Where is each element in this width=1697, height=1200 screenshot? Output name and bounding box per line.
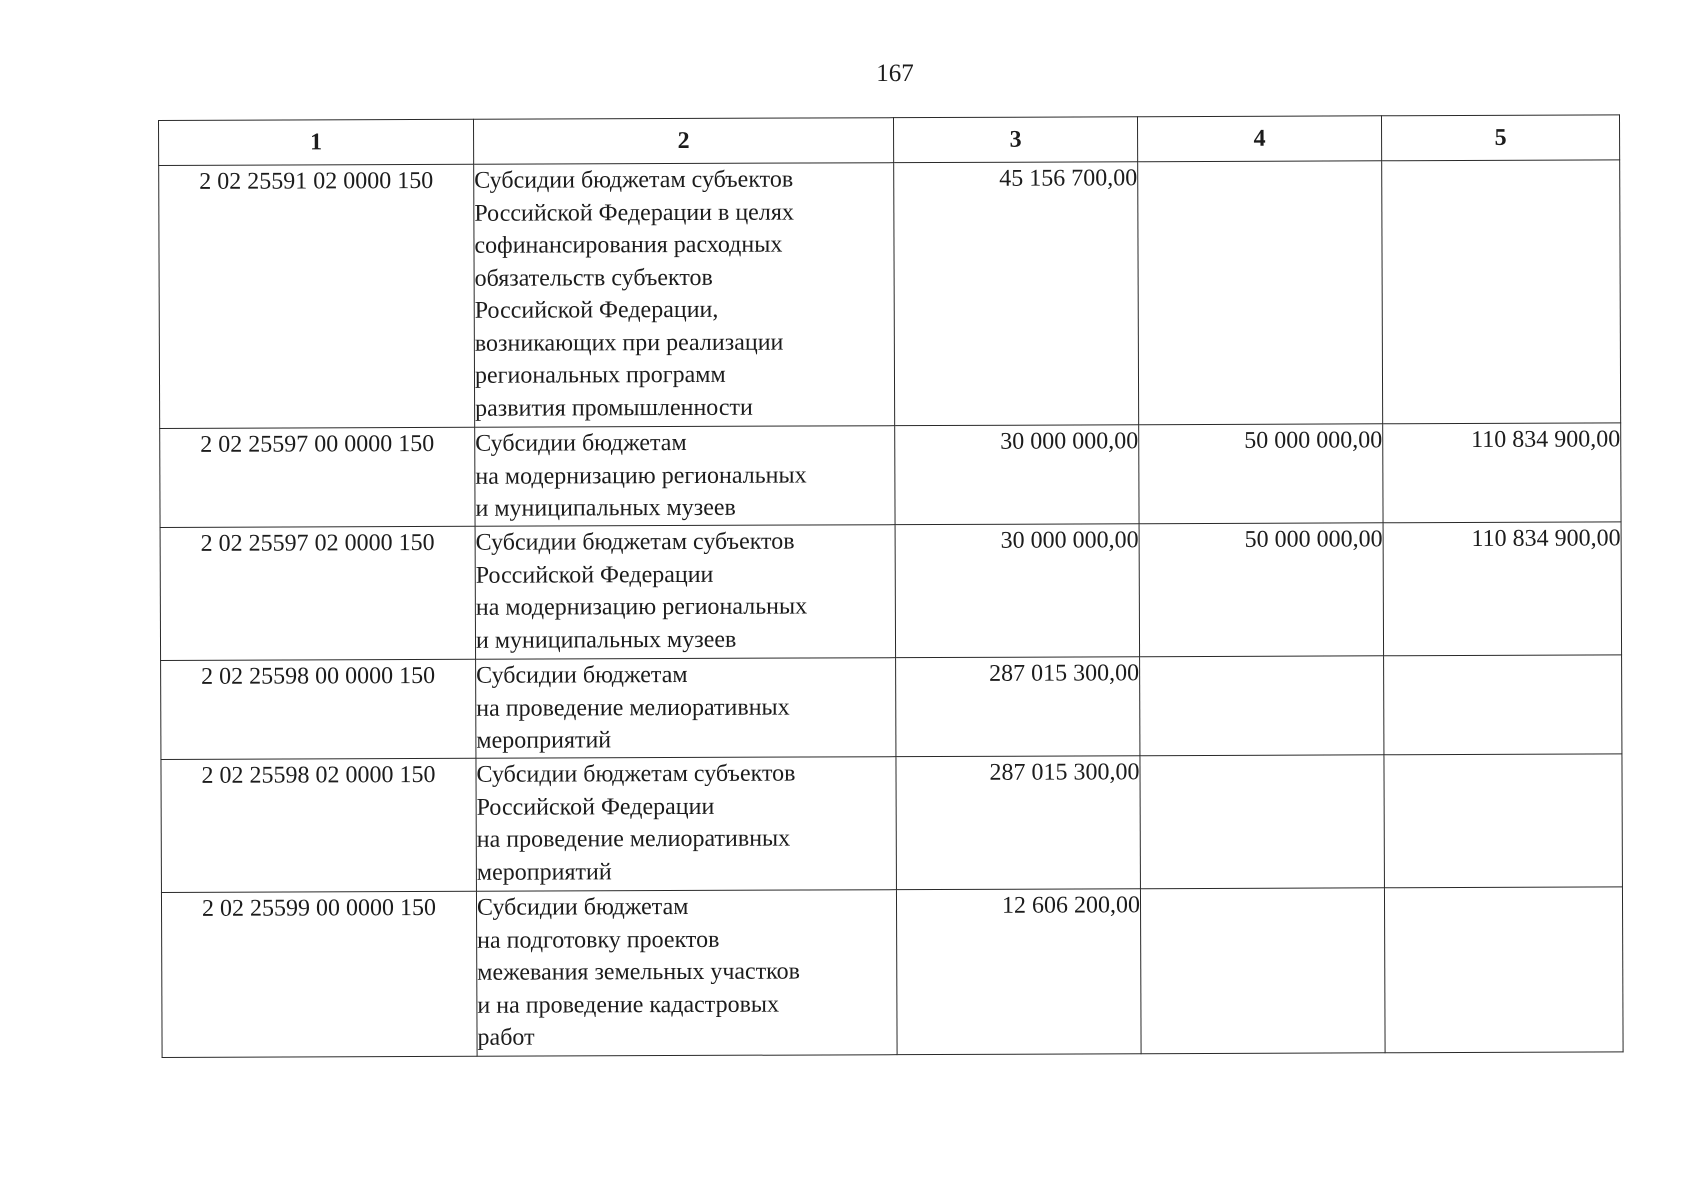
amount-col4-cell — [1140, 888, 1385, 1054]
column-header-4: 4 — [1137, 116, 1381, 162]
table-row — [160, 522, 1621, 661]
description-cell: Субсидии бюджетам на проведение мелиоративных мероприятий — [476, 658, 896, 759]
column-header-1: 1 — [159, 119, 474, 165]
amount-col5-cell: 110 834 900,00 — [1383, 423, 1621, 523]
table-header-row — [159, 115, 1620, 166]
budget-code-cell: 2 02 25598 00 0000 150 — [161, 659, 476, 759]
amount-col5-cell — [1384, 655, 1622, 755]
amount-col5-cell — [1384, 887, 1623, 1053]
amount-col4-cell: 50 000 000,00 — [1139, 523, 1384, 657]
budget-table — [158, 114, 1624, 1058]
column-header-3: 3 — [893, 117, 1137, 163]
amount-col5-cell — [1382, 160, 1621, 424]
column-header-5: 5 — [1381, 115, 1619, 161]
amount-col5-cell — [1384, 754, 1623, 888]
table-row — [161, 754, 1623, 893]
description-cell: Субсидии бюджетам на подготовку проектов межевания земельных участков и на проведение кадастровых работ — [476, 890, 897, 1057]
amount-col4-cell: 50 000 000,00 — [1139, 424, 1383, 524]
amount-col3-cell: 12 606 200,00 — [896, 889, 1141, 1055]
amount-col4-cell — [1138, 161, 1383, 425]
description-cell: Субсидии бюджетам на модернизацию региональных и муниципальных музеев — [475, 426, 895, 527]
table-row — [160, 423, 1621, 528]
description-cell: Субсидии бюджетам субъектов Российской Федерации на модернизацию региональных и муниципальных музеев — [475, 525, 896, 660]
budget-code-cell: 2 02 25598 02 0000 150 — [161, 758, 477, 892]
column-header-2: 2 — [473, 118, 893, 165]
description-cell: Субсидии бюджетам субъектов Российской Федерации на проведение мелиоративных мероприятий — [476, 757, 897, 892]
table-row — [161, 655, 1622, 760]
budget-code-cell: 2 02 25597 02 0000 150 — [160, 526, 476, 660]
amount-col3-cell: 287 015 300,00 — [896, 657, 1140, 757]
amount-col4-cell — [1140, 755, 1385, 889]
table-row — [159, 160, 1621, 429]
table-row — [161, 887, 1623, 1058]
amount-col3-cell: 30 000 000,00 — [895, 425, 1139, 525]
page-number: 167 — [876, 60, 914, 87]
budget-code-cell: 2 02 25597 00 0000 150 — [160, 427, 475, 527]
amount-col3-cell: 30 000 000,00 — [895, 524, 1140, 658]
amount-col4-cell — [1140, 656, 1384, 756]
amount-col3-cell: 287 015 300,00 — [896, 756, 1141, 890]
amount-col3-cell: 45 156 700,00 — [894, 162, 1139, 426]
budget-code-cell: 2 02 25599 00 0000 150 — [161, 891, 477, 1057]
amount-col5-cell: 110 834 900,00 — [1383, 522, 1622, 656]
description-cell: Субсидии бюджетам субъектов Российской Федерации в целях софинансирования расходных обязательств субъектов Российской Федерации, возникающих при реализации региональных программ развития промышленности — [474, 163, 895, 428]
budget-code-cell: 2 02 25591 02 0000 150 — [159, 164, 475, 428]
